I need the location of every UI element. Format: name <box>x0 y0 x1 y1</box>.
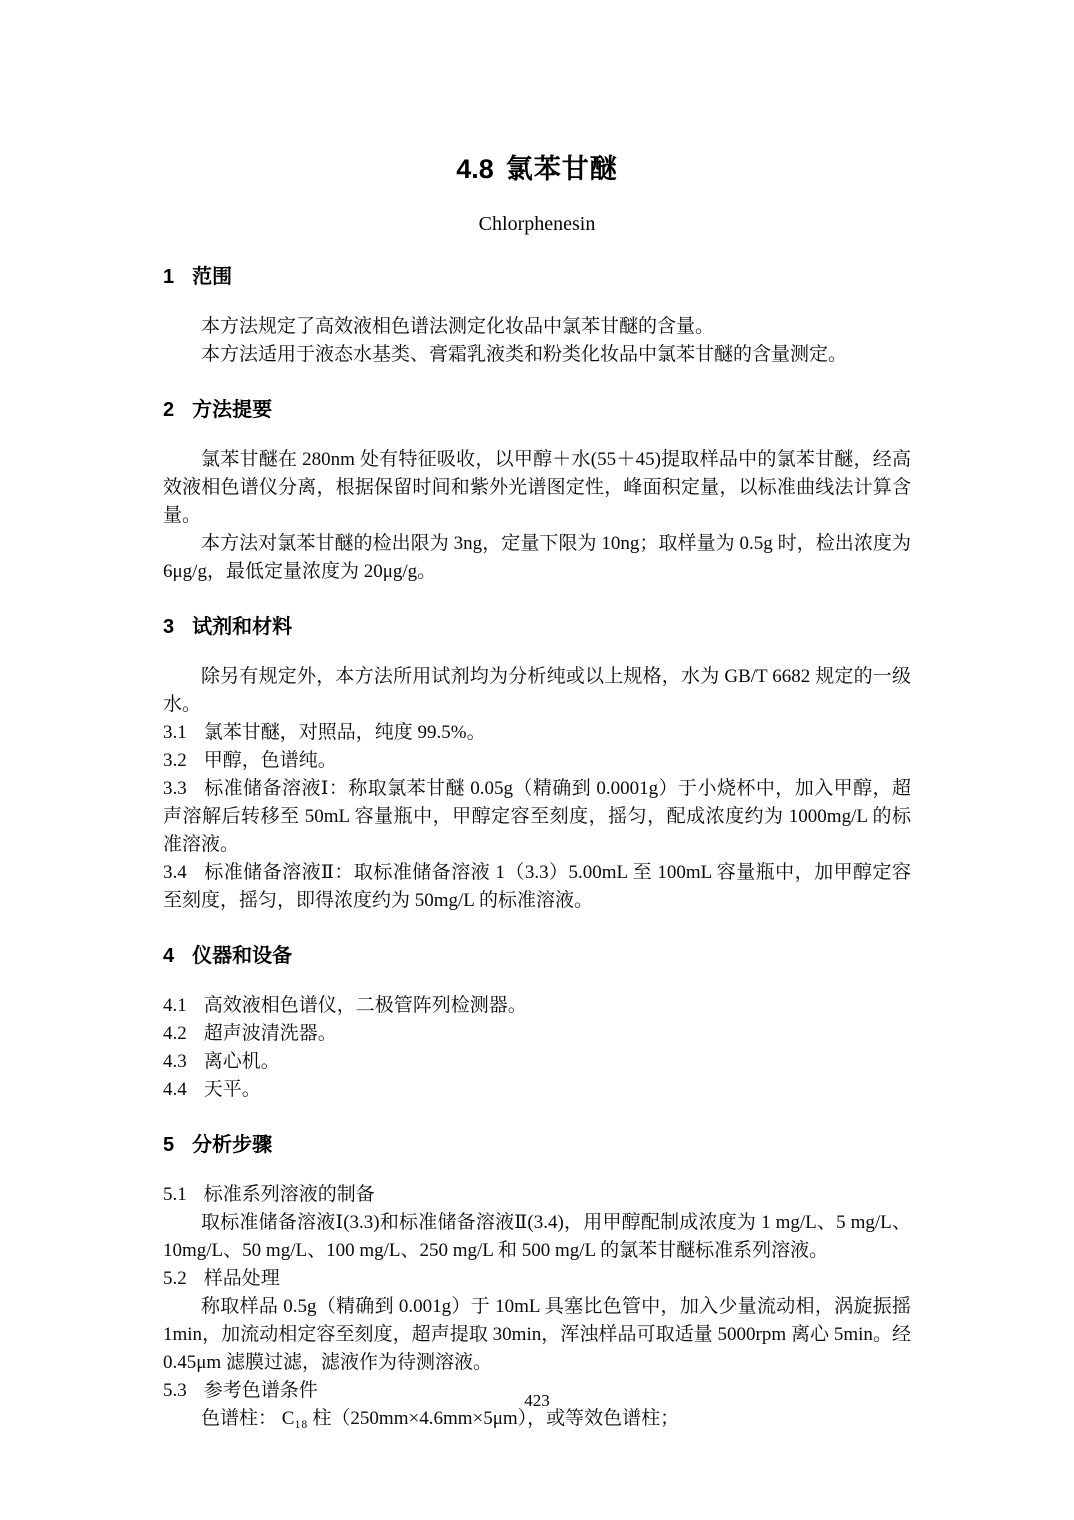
section-title: 方法提要 <box>192 399 273 421</box>
numbered-item <box>163 775 911 859</box>
item-text: 标准系列溶液的制备 <box>203 1184 375 1205</box>
section-title: 范围 <box>192 266 233 288</box>
document-content <box>163 0 911 1433</box>
section-number: 4 <box>163 945 175 967</box>
paragraph: 除另有规定外，本方法所用试剂均为分析纯或以上规格，水为 GB/T 6682 规定的一级水。 <box>163 666 911 715</box>
item-text: 标准储备溶液Ⅱ：取标准储备溶液 1（3.3）5.00mL 至 100mL 容量瓶中，加甲醇定容至刻度，摇匀，即得浓度约为 50mg/L 的标准溶液。 <box>163 862 911 911</box>
item-number: 5.2 <box>163 1268 187 1289</box>
section-heading <box>163 1131 911 1159</box>
section-title: 分析步骤 <box>192 1134 273 1156</box>
item-number: 4.4 <box>163 1079 187 1100</box>
paragraph: 本方法适用于液态水基类、膏霜乳液类和粉类化妆品中氯苯甘醚的含量测定。 <box>201 344 848 365</box>
section-heading <box>163 613 911 641</box>
item-number: 5.3 <box>163 1380 187 1401</box>
paragraph: 氯苯甘醚在 280nm 处有特征吸收，以甲醇＋水(55＋45)提取样品中的氯苯甘醚，经高效液相色谱仪分离，根据保留时间和紫外光谱图定性，峰面积定量，以标准曲线法计算含量。 <box>163 449 911 526</box>
item-number: 4.3 <box>163 1051 187 1072</box>
page-title <box>163 152 911 186</box>
item-text: 氯苯甘醚，对照品，纯度 99.5%。 <box>203 722 486 743</box>
paragraph: 本方法规定了高效液相色谱法测定化妆品中氯苯甘醚的含量。 <box>201 316 715 337</box>
doc-subtitle-english: Chlorphenesin <box>478 213 596 235</box>
item-number: 3.3 <box>163 778 187 799</box>
numbered-item <box>163 1020 911 1048</box>
numbered-item <box>163 1076 911 1104</box>
page-number: 423 <box>524 1391 550 1410</box>
numbered-item <box>163 719 911 747</box>
paragraph: 取标准储备溶液Ⅰ(3.3)和标准储备溶液Ⅱ(3.4)，用甲醇配制成浓度为 1 mg/L、5 mg/L、10mg/L、50 mg/L、100 mg/L、250 mg/L 和 500 mg/L 的氯苯甘醚标准系列溶液。 <box>163 1212 911 1261</box>
item-text: 参考色谱条件 <box>203 1380 318 1401</box>
section-number: 2 <box>163 399 175 421</box>
numbered-item <box>163 992 911 1020</box>
section-heading <box>163 396 911 424</box>
numbered-item <box>163 1048 911 1076</box>
section-method-summary <box>163 396 911 586</box>
item-text: 超声波清洗器。 <box>203 1023 337 1044</box>
item-number: 3.2 <box>163 750 187 771</box>
page-title-number: 4.8 <box>456 154 494 184</box>
section-reagents-materials <box>163 613 911 915</box>
item-number: 4.1 <box>163 995 187 1016</box>
section-analysis-steps <box>163 1131 911 1433</box>
numbered-subheading <box>163 1265 911 1293</box>
item-text: 标准储备溶液Ⅰ：称取氯苯甘醚 0.05g（精确到 0.0001g）于小烧杯中，加入甲醇，超声溶解后转移至 50mL 容量瓶中，甲醇定容至刻度，摇匀，配成浓度约为 1000mg/L 的标准溶液。 <box>163 778 911 855</box>
section-number: 3 <box>163 616 175 638</box>
item-text: 天平。 <box>203 1079 261 1100</box>
item-text: 样品处理 <box>203 1268 280 1289</box>
section-heading <box>163 942 911 970</box>
numbered-item <box>163 859 911 915</box>
numbered-item <box>163 747 911 775</box>
page-title-text: 氯苯甘醚 <box>505 154 618 184</box>
item-number: 5.1 <box>163 1184 187 1205</box>
section-title: 仪器和设备 <box>192 945 293 967</box>
paragraph: 称取样品 0.5g（精确到 0.001g）于 10mL 具塞比色管中，加入少量流动相，涡旋振摇 1min，加流动相定容至刻度，超声提取 30min，浑浊样品可取适量 5000rpm 离心 5min。经 0.45μm 滤膜过滤，滤液作为待测溶液。 <box>163 1296 911 1373</box>
item-number: 3.1 <box>163 722 187 743</box>
item-text: 离心机。 <box>203 1051 280 1072</box>
item-number: 4.2 <box>163 1023 187 1044</box>
item-text: 甲醇，色谱纯。 <box>203 750 337 771</box>
section-number: 1 <box>163 266 175 288</box>
section-title: 试剂和材料 <box>192 616 293 638</box>
numbered-subheading <box>163 1181 911 1209</box>
paragraph: 本方法对氯苯甘醚的检出限为 3ng，定量下限为 10ng；取样量为 0.5g 时，检出浓度为 6μg/g，最低定量浓度为 20μg/g。 <box>163 533 911 582</box>
section-heading <box>163 263 911 291</box>
paragraph: 色谱柱： C₁₈ 柱（250mm×4.6mm×5μm），或等效色谱柱； <box>201 1408 680 1429</box>
item-text: 高效液相色谱仪，二极管阵列检测器。 <box>203 995 527 1016</box>
item-number: 3.4 <box>163 862 187 883</box>
section-number: 5 <box>163 1134 175 1156</box>
section-apparatus <box>163 942 911 1104</box>
section-scope <box>163 263 911 369</box>
